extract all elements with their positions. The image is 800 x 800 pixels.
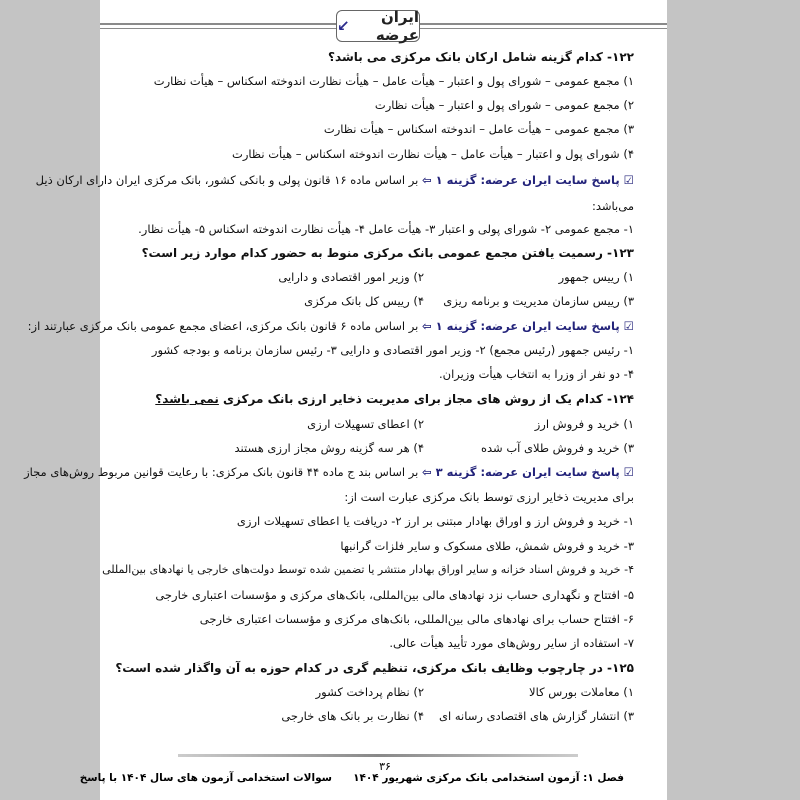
q123-option-2: ۲) وزیر امور اقتصادی و دارایی (278, 270, 424, 284)
q122-option-4: ۴) شورای پول و اعتبار – هیأت عامل – هیأت نظارت اندوخته اسکناس – هیأت نظارت (232, 147, 634, 161)
question-124 (155, 391, 634, 407)
answer-label: ☑ پاسخ سایت ایران عرضه: گزینه ۳ ⇦ (421, 465, 634, 479)
answer-text: بر اساس ماده ۱۶ قانون پولی و بانکی کشور، بانک مرکزی ایران دارای ارکان ذیل (35, 173, 419, 187)
q125-option-3: ۳) انتشار گزارش های اقتصادی رسانه ای (439, 709, 634, 723)
answer-text: بر اساس ماده ۶ قانون بانک مرکزی، اعضای مجمع عمومی بانک مرکزی عبارتند از: (27, 319, 419, 333)
q122-option-1: ۱) مجمع عمومی – شورای پول و اعتبار – هیأت عامل – هیأت نظارت اندوخته اسکناس – هیأت نظارت (153, 74, 634, 88)
footer-chapter: فصل ۱: آزمون استخدامی بانک مرکزی شهریور ۱۴۰۴ (353, 772, 624, 784)
q125-option-1: ۱) معاملات بورس کالا (529, 685, 634, 699)
arrow-icon: ↙ (337, 17, 350, 35)
q124-option-4: ۴) هر سه گزینه روش مجاز ارزی هستند (234, 441, 424, 455)
q124-answer-line: ۳- خرید و فروش شمش، طلای مسکوک و سایر فلزات گرانبها (340, 539, 634, 553)
q122-option-3: ۳) مجمع عمومی – هیأت عامل – اندوخته اسکناس – هیأت نظارت (323, 122, 634, 136)
q124-answer-line: ۷- استفاده از سایر روش‌های مورد تأیید هیأت عالی. (389, 636, 634, 650)
q122-answer-line: ۱- مجمع عمومی ۲- شورای پولی و اعتبار ۳- هیأت عامل ۴- هیأت نظارت اندوخته اسکناس ۵- هیأت نظار. (138, 222, 634, 236)
question-122: ۱۲۲- کدام گزینه شامل ارکان بانک مرکزی می باشد؟ (328, 50, 634, 64)
q123-answer-line: ۴- دو نفر از وزرا به انتخاب هیأت وزیران. (438, 367, 634, 381)
question-123: ۱۲۳- رسمیت یافتن مجمع عمومی بانک مرکزی منوط به حضور کدام موارد زیر است؟ (141, 246, 634, 260)
q124-option-3: ۳) خرید و فروش طلای آب شده (480, 441, 634, 455)
q124-option-1: ۱) خرید و فروش ارز (534, 417, 634, 431)
logo-text: ایران عرضه (375, 8, 419, 44)
q122-answer-line: می‌باشد: (592, 199, 634, 213)
brand-logo (336, 10, 420, 42)
answer-label: ☑ پاسخ سایت ایران عرضه: گزینه ۱ ⇦ (421, 319, 634, 333)
q123-option-4: ۴) رییس کل بانک مرکزی (304, 294, 424, 308)
q123-option-3: ۳) رییس سازمان مدیریت و برنامه ریزی (443, 294, 634, 308)
q124-answer-line: ۵- افتتاح و نگهداری حساب نزد نهادهای مالی بین‌المللی، بانک‌های مرکزی و مؤسسات اعتباری خارجی (155, 588, 634, 602)
answer-label: ☑ پاسخ سایت ایران عرضه: گزینه ۱ ⇦ (421, 173, 634, 187)
question-emphasis: نمی باشد؟ (155, 392, 219, 406)
answer-text: بر اساس بند ج ماده ۴۴ قانون بانک مرکزی: با رعایت قوانین مربوط روش‌های مجاز (24, 465, 419, 479)
q125-option-4: ۴) نظارت بر بانک های خارجی (281, 709, 424, 723)
q123-answer-line: ۱- رئیس جمهور (رئیس مجمع) ۲- وزیر امور اقتصادی و دارایی ۳- رئیس سازمان برنامه و بودجه کشور (151, 343, 634, 357)
q124-answer (24, 464, 634, 480)
question-text: ۱۲۴- کدام یک از روش های مجاز برای مدیریت ذخایر ارزی بانک مرکزی (218, 392, 634, 406)
q124-answer-line: ۶- افتتاح حساب برای نهادهای مالی بین‌المللی، بانک‌های مرکزی و مؤسسات اعتباری خارجی (199, 612, 634, 626)
q123-option-1: ۱) رییس جمهور (558, 270, 634, 284)
q124-answer-line: ۴- خرید و فروش اسناد خزانه و سایر اوراق بهادار منتشر یا تضمین شده توسط دولت‌های خارجی یا نهادهای بین‌المللی (102, 563, 634, 576)
footer-book-title: سوالات استخدامی آزمون های سال ۱۴۰۴ با پاسخ (79, 772, 332, 784)
q124-answer-line: برای مدیریت ذخایر ارزی توسط بانک مرکزی عبارت است از: (344, 490, 634, 504)
question-125: ۱۲۵- در چارچوب وظایف بانک مرکزی، تنظیم گری در کدام حوزه به آن واگذار شده است؟ (115, 661, 634, 675)
q124-answer-line: ۱- خرید و فروش ارز و اوراق بهادار مبتنی بر ارز ۲- دریافت یا اعطای تسهیلات ارزی (236, 514, 634, 528)
q124-option-2: ۲) اعطای تسهیلات ارزی (307, 417, 424, 431)
page-number: ۳۶ (379, 760, 391, 773)
q122-option-2: ۲) مجمع عمومی – شورای پول و اعتبار – هیأت نظارت (374, 98, 634, 112)
footer-rule (178, 754, 578, 757)
q123-answer (28, 318, 634, 334)
q122-answer (36, 172, 634, 188)
q125-option-2: ۲) نظام پرداخت کشور (315, 685, 424, 699)
